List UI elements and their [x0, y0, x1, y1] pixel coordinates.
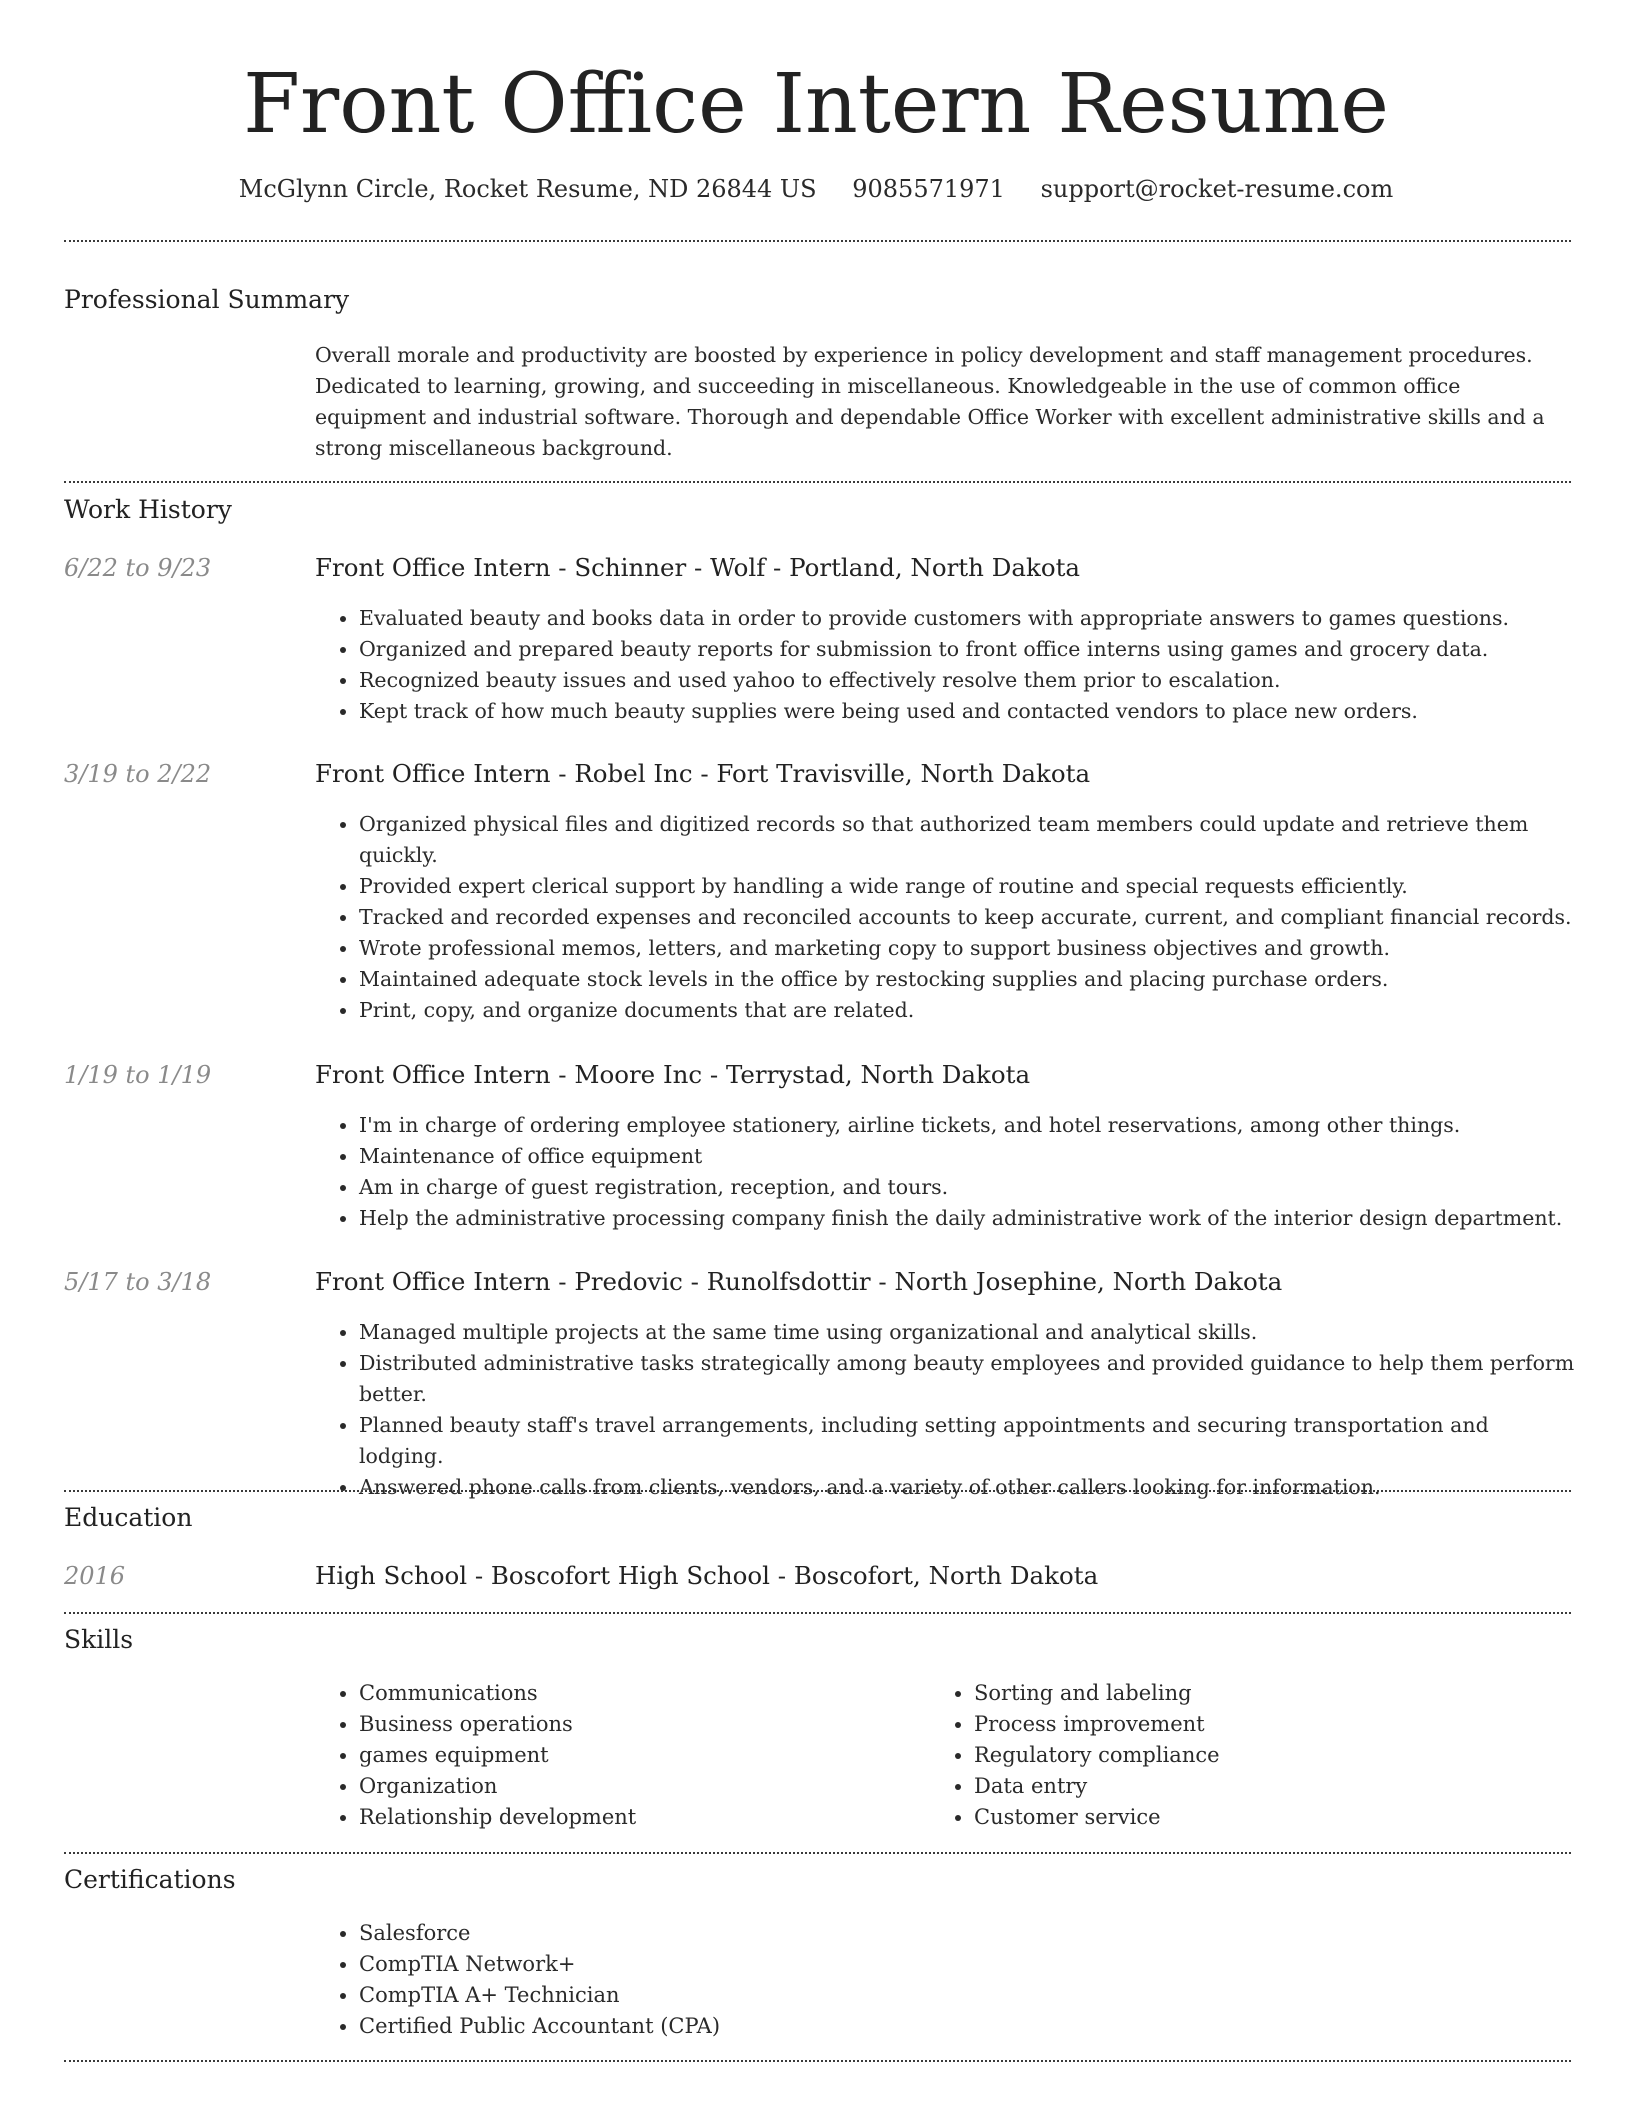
section-heading-summary: Professional Summary: [64, 285, 350, 314]
list-item: • Organized physical files and digitized records so that authorized team members could update and retrieve them quickly.: [359, 809, 1575, 871]
job-title: Front Office Intern - Predovic - Runolfsdottir - North Josephine, North Dakota: [315, 1267, 1283, 1296]
list-item: • Evaluated beauty and books data in order to provide customers with appropriate answers to games questions.: [359, 603, 1575, 634]
resume-title: Front Office Intern Resume: [243, 57, 1389, 152]
list-item: • Help the administrative processing company finish the daily administrative work of the interior design department.: [359, 1203, 1575, 1234]
list-item: • Managed multiple projects at the same time using organizational and analytical skills.: [359, 1317, 1575, 1348]
section-heading-work-history: Work History: [64, 495, 232, 524]
skills-list-right: [930, 1678, 1530, 1833]
section-heading-skills: Skills: [64, 1625, 134, 1654]
job-title: Front Office Intern - Schinner - Wolf - Portland, North Dakota: [315, 553, 1081, 582]
job-title: Front Office Intern - Robel Inc - Fort Travisville, North Dakota: [315, 759, 1091, 788]
list-item: • Maintenance of office equipment: [359, 1141, 1575, 1172]
section-divider: [64, 2060, 1571, 2062]
job-bullets: [315, 603, 1575, 727]
job-bullets: [315, 1317, 1575, 1503]
list-item: • Certified Public Accountant (CPA): [359, 2011, 1215, 2042]
list-item: • Tracked and recorded expenses and reconciled accounts to keep accurate, current, and compliant financial records.: [359, 902, 1575, 933]
list-item: • Provided expert clerical support by handling a wide range of routine and special requests efficiently.: [359, 871, 1575, 902]
list-item: • Business operations: [359, 1709, 915, 1740]
education-date: 2016: [64, 1562, 126, 1590]
contact-line: [0, 170, 1632, 208]
list-item: • Maintained adequate stock levels in the office by restocking supplies and placing purchase orders.: [359, 964, 1575, 995]
list-item: • Kept track of how much beauty supplies were being used and contacted vendors to place new orders.: [359, 696, 1575, 727]
list-item: • Distributed administrative tasks strategically among beauty employees and provided guidance to help them perform better.: [359, 1348, 1575, 1410]
list-item: • Print, copy, and organize documents that are related.: [359, 995, 1575, 1026]
list-item: • Am in charge of guest registration, reception, and tours.: [359, 1172, 1575, 1203]
section-divider: [64, 1852, 1571, 1854]
section-heading-education: Education: [64, 1503, 193, 1532]
list-item: • Planned beauty staff's travel arrangements, including setting appointments and securing transportation and lodging.: [359, 1410, 1575, 1472]
list-item: • Answered phone calls from clients, vendors, and a variety of other callers looking for information.: [359, 1472, 1575, 1503]
list-item: • Recognized beauty issues and used yahoo to effectively resolve them prior to escalation.: [359, 665, 1575, 696]
list-item: • CompTIA Network+: [359, 1949, 1215, 1980]
job-dates: 5/17 to 3/18: [64, 1268, 212, 1296]
list-item: • Salesforce: [359, 1918, 1215, 1949]
list-item: • games equipment: [359, 1740, 915, 1771]
education-title: High School - Boscofort High School - Boscofort, North Dakota: [315, 1561, 1099, 1590]
section-heading-certifications: Certifications: [64, 1865, 236, 1894]
section-divider: [64, 481, 1571, 483]
section-divider: [64, 240, 1571, 242]
list-item: • Wrote professional memos, letters, and marketing copy to support business objectives and growth.: [359, 933, 1575, 964]
list-item: • Relationship development: [359, 1802, 915, 1833]
certifications-list: [315, 1918, 1215, 2042]
contact-address: McGlynn Circle, Rocket Resume, ND 26844 US: [238, 175, 817, 203]
job-dates: 1/19 to 1/19: [64, 1061, 212, 1089]
skills-list-left: [315, 1678, 915, 1833]
list-item: • CompTIA A+ Technician: [359, 1980, 1215, 2011]
job-bullets: [315, 809, 1575, 1026]
list-item: • I'm in charge of ordering employee stationery, airline tickets, and hotel reservations, among other things.: [359, 1110, 1575, 1141]
job-bullets: [315, 1110, 1575, 1234]
section-divider: [64, 1612, 1571, 1614]
list-item: • Data entry: [974, 1771, 1530, 1802]
list-item: • Customer service: [974, 1802, 1530, 1833]
job-dates: 3/19 to 2/22: [64, 760, 212, 788]
list-item: • Organization: [359, 1771, 915, 1802]
job-dates: 6/22 to 9/23: [64, 554, 212, 582]
list-item: • Regulatory compliance: [974, 1740, 1530, 1771]
list-item: • Sorting and labeling: [974, 1678, 1530, 1709]
job-title: Front Office Intern - Moore Inc - Terrystad, North Dakota: [315, 1060, 1031, 1089]
section-divider: [64, 1490, 1571, 1492]
contact-email: support@rocket-resume.com: [1040, 175, 1394, 203]
contact-phone: 9085571971: [852, 175, 1005, 203]
list-item: • Organized and prepared beauty reports for submission to front office interns using games and grocery data.: [359, 634, 1575, 665]
list-item: • Process improvement: [974, 1709, 1530, 1740]
list-item: • Communications: [359, 1678, 915, 1709]
summary-text: Overall morale and productivity are boosted by experience in policy development and staff management procedures. Dedicated to learning, growing, and succeeding in miscellaneous. Knowledgeable in the use of common office equipment and industrial software. Thorough and dependable Office Worker with excellent administrative skills and a strong miscellaneous background.: [315, 343, 1545, 460]
